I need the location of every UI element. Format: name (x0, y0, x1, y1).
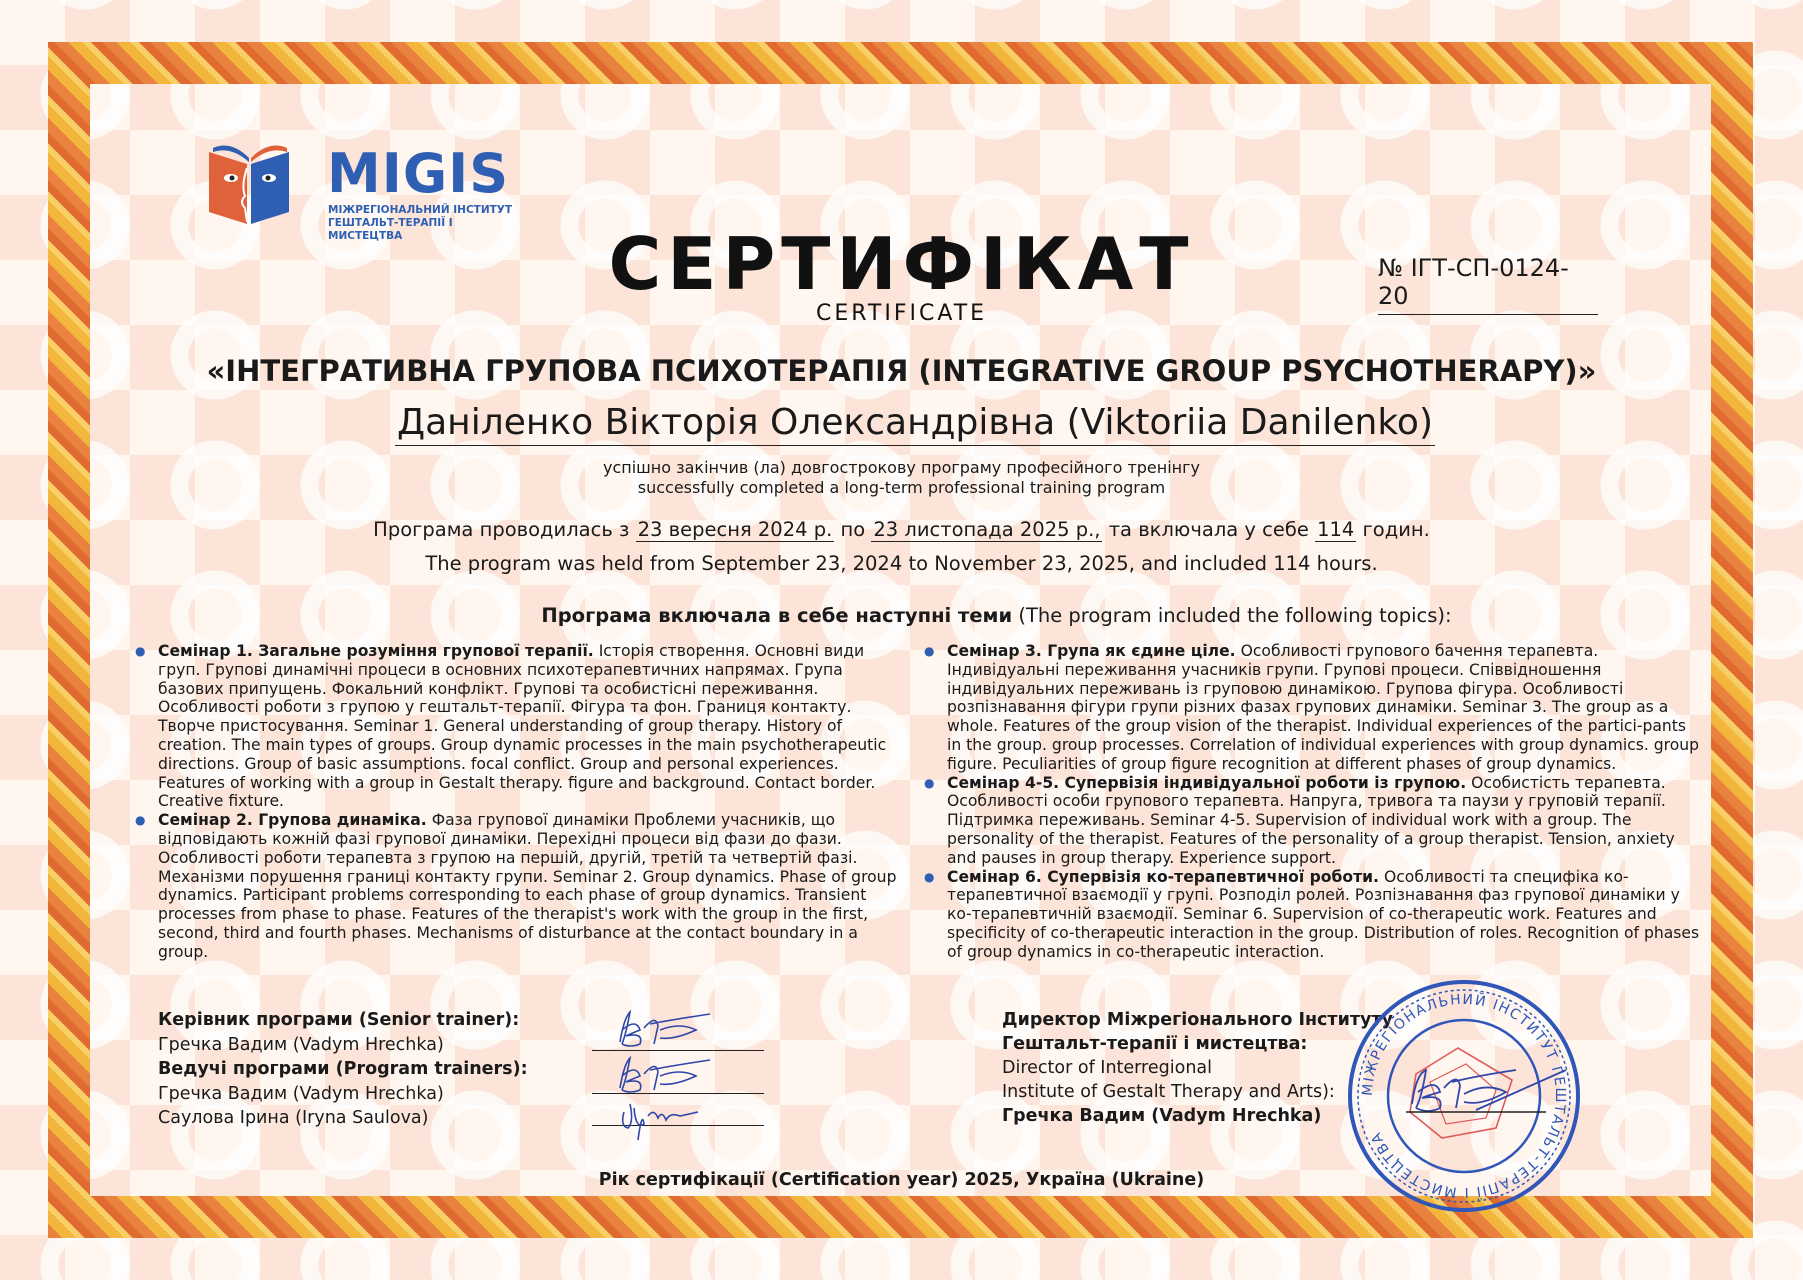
seminar-title: Семінар 1. Загальне розуміння групової терапії. (158, 642, 594, 660)
logo-wordmark: MIGIS (327, 142, 510, 205)
trainer-name-2: Саулова Ірина (Iryna Saulova) (158, 1108, 429, 1128)
topics-heading-ua: Програма включала в себе наступні теми (541, 604, 1013, 627)
trainers-signature-block (158, 1008, 528, 1131)
program-period-en: The program was held from September 23, 2024 to November 23, 2025, and included 114 hours. (425, 552, 1378, 575)
completion-statement (0, 458, 1803, 498)
seminar-item (947, 868, 1701, 962)
seminar-item (947, 642, 1701, 774)
held-prefix: Програма проводилась з (373, 518, 630, 541)
seminar-item (158, 811, 906, 961)
held-suffix: годин. (1362, 518, 1430, 541)
held-hours: 114 (1317, 518, 1355, 541)
recipient-name: Даніленко Вікторія Олександрівна (Viktoriia Danilenko) (395, 402, 1435, 446)
seminar-text: Особливості групового бачення терапевта. Індивідуальні переживання учасників групи. Групові процеси. Співвідношення індивідуальних переживань із груповою динамікою. Групова фігура. Особливості розпізнавання фігури групи різних фазах групових динаміки. Seminar 3. The group as a whole. Features of the group vision of the therapist. Individual experiences of the partici-pants in the group. group processes. Correlation of individual experiences with group dynamics. group figure. Peculiarities of group figure recognition at different phases of group dynamics. (947, 642, 1700, 773)
certification-year-footer: Рік сертифікації (Certification year) 2025, Україна (Ukraine) (598, 1170, 1205, 1190)
seminar-text: Особистість терапевта. Особливості особи групового терапевта. Напруга, тривога та паузи у груповій терапії. Підтримка переживань. Seminar 4-5. Supervision of individual work with a group. The personality of the therapist. Features of the personality of a group therapist. Tension, anxiety and pauses in group therapy. Experience support. (947, 773, 1675, 867)
director-title-ua-1: Директор Міжрегіонального Інституту (1002, 1010, 1393, 1030)
book-face-icon (205, 138, 295, 228)
seminar-title: Семінар 4-5. Супервізія індивідуальної роботи із групою. (947, 773, 1467, 792)
held-from-date: 23 вересня 2024 р. (637, 518, 833, 541)
seminar-title: Семінар 3. Група як єдине ціле. (947, 642, 1236, 660)
seminar-title: Семінар 2. Групова динаміка. (158, 811, 427, 830)
program-trainers-label: Ведучі програми (Program trainers): (158, 1059, 528, 1079)
seminar-text: Фаза групової динаміки Проблеми учасників, що відповідають кожній фазі групової динаміки. Перехідні процеси від фази до фази. Особливості роботи терапевта з групою на першій, другій, третій та четвертій фазі. Механізми порушення границі контакту групи. Seminar 2. Group dynamics. Phase of group dynamics. Participant problems corresponding to each phase of group dynamics. Transient processes from phase to phase. Features of the therapist's work with the group in the first, second, third and fourth phases. Mechanisms of disturbance at the contact boundary in a group. (158, 811, 897, 961)
director-title-ua-2: Гештальт-терапії і мистецтва: (1002, 1034, 1308, 1054)
topics-heading-en: (The program included the following topics): (1018, 604, 1452, 627)
certificate-number: № ІГТ-СП-0124-20 (1378, 254, 1598, 315)
program-title: «ІНТЕГРАТИВНА ГРУПОВА ПСИХОТЕРАПІЯ (INTEGRATIVE GROUP PSYCHOTHERAPY)» (206, 354, 1597, 388)
topics-heading (0, 604, 1803, 627)
seminar-text: Історія створення. Основні види груп. Групові динамічні процеси в основних психотерапевтичних напрямах. Група базових припущень. Фокальний конфлікт. Групові та особистісні переживання. Особливості роботи з групою у гештальт-терапії. Фігура та фон. Границя контакту. Творче пристосування. Seminar 1. General understanding of group therapy. History of creation. The main types of groups. Group dynamic processes in the main psychotherapeutic directions. Group of basic assumptions. focal conflict. Group and personal experiences. Features of working with a group in Gestalt therapy. figure and background. Contact border. Creative fixture. (158, 642, 887, 811)
senior-trainer-name: Гречка Вадим (Vadym Hrechka) (158, 1034, 444, 1055)
seminars-left-column (134, 642, 906, 962)
seminar-item (947, 774, 1701, 868)
seminar-title: Семінар 6. Супервізія ко-терапевтичної роботи. (947, 867, 1379, 886)
senior-trainer-label: Керівник програми (Senior trainer): (158, 1010, 520, 1030)
seal-ring-text: МІЖРЕГІОНАЛЬНИЙ ІНСТИТУТ ГЕШТАЛЬТ-ТЕРАПІЇ І МИСТЕЦТВА (1359, 991, 1569, 1201)
handwritten-signatures (600, 1000, 770, 1150)
completion-en: successfully completed a long-term professional training program (637, 478, 1166, 497)
held-to-date: 23 листопада 2025 р., (873, 518, 1101, 541)
program-period-ua (0, 518, 1803, 541)
held-mid2: та включала у себе (1108, 518, 1309, 541)
logo-subtitle-line1: МІЖРЕГІОНАЛЬНИЙ ІНСТИТУТ (328, 204, 513, 216)
logo-subtitle-line2: ГЕШТАЛЬТ-ТЕРАПІЇ І МИСТЕЦТВА (328, 217, 453, 242)
certificate-title: СЕРТИФІКАТ (608, 222, 1195, 306)
director-title-en-2: Institute of Gestalt Therapy and Arts): (1002, 1082, 1335, 1102)
completion-ua: успішно закінчив (ла) довгострокову програму професійного тренінгу (602, 458, 1201, 477)
seminars-right-column (923, 642, 1701, 962)
trainer-name-1: Гречка Вадим (Vadym Hrechka) (158, 1083, 444, 1104)
director-name: Гречка Вадим (Vadym Hrechka) (1002, 1106, 1322, 1126)
seminar-item (158, 642, 906, 811)
certificate-subtitle: CERTIFICATE (815, 301, 988, 326)
director-title-en-1: Director of Interregional (1002, 1058, 1212, 1078)
seminar-text: Особливості та специфіка ко-терапевтичної взаємодії у групі. Розподіл ролей. Розпізнавання фаз групової динаміки у ко-терапевтичній взаємодії. Seminar 6. Supervision of co-therapeutic work. Features and specificity of co-therapeutic interaction in the group. Distribution of roles. Recognition of phases of group dynamics in co-therapeutic interaction. (947, 867, 1700, 961)
held-mid: по (840, 518, 866, 541)
director-signature-block (1002, 1008, 1393, 1128)
